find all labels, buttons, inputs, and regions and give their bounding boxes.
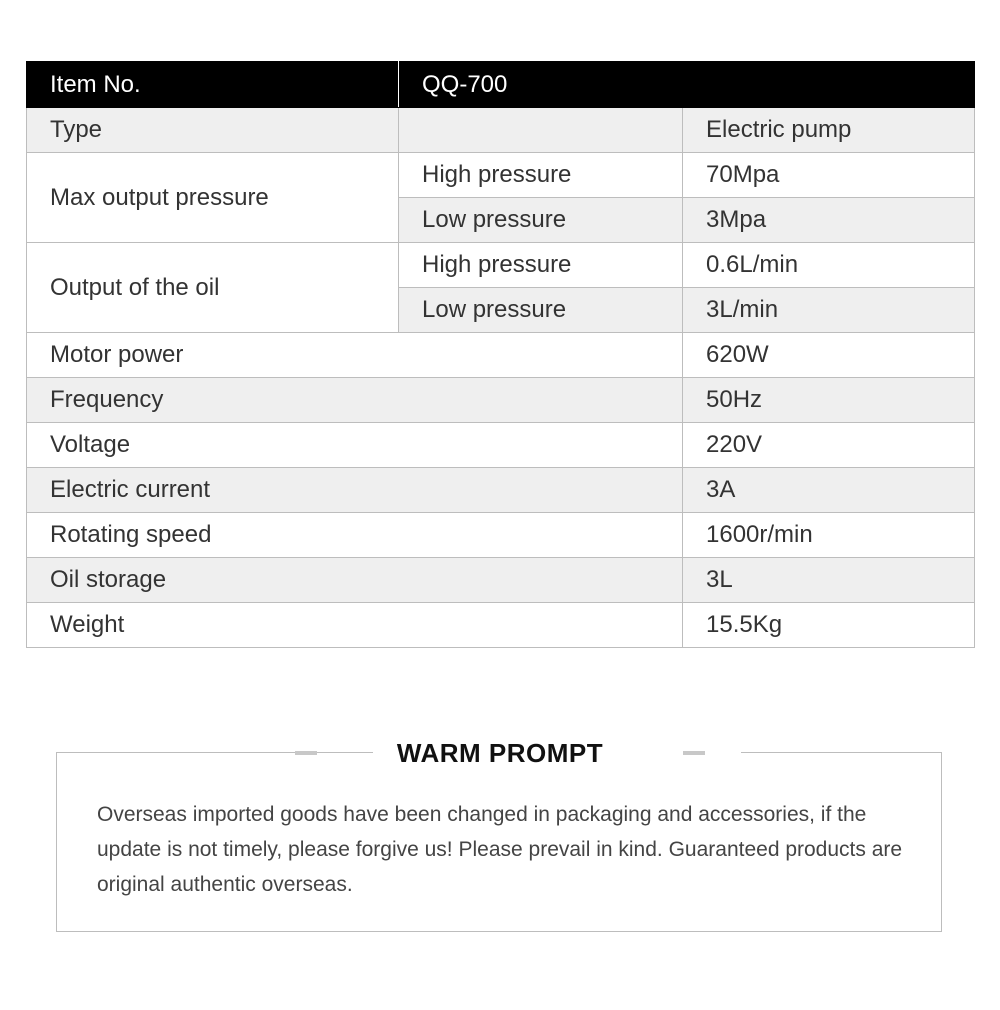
- warm-prompt-text: Overseas imported goods have been changed in packaging and accessories, if the update is not timely, please forgive us! Please prevail in kind. Guaranteed products are original authentic overseas.: [97, 803, 903, 896]
- max-pressure-high-value: 70Mpa: [683, 153, 975, 198]
- max-output-pressure-label: Max output pressure: [27, 153, 399, 243]
- frequency-label: Frequency: [27, 378, 683, 423]
- rotating-speed-value: 1600r/min: [683, 513, 975, 558]
- motor-power-label: Motor power: [27, 333, 683, 378]
- warm-prompt-box: [56, 752, 942, 932]
- table-header-row: [27, 62, 975, 108]
- item-no-label: Item No.: [27, 62, 399, 108]
- table-row: [27, 513, 975, 558]
- table-row: [27, 108, 975, 153]
- motor-power-value: 620W: [683, 333, 975, 378]
- oil-output-high-label: High pressure: [399, 243, 683, 288]
- type-label: Type: [27, 108, 399, 153]
- oil-output-high-value: 0.6L/min: [683, 243, 975, 288]
- output-of-oil-label: Output of the oil: [27, 243, 399, 333]
- table-row: [27, 558, 975, 603]
- electric-current-label: Electric current: [27, 468, 683, 513]
- table-row: [27, 153, 975, 198]
- weight-value: 15.5Kg: [683, 603, 975, 648]
- oil-storage-value: 3L: [683, 558, 975, 603]
- oil-storage-label: Oil storage: [27, 558, 683, 603]
- rotating-speed-label: Rotating speed: [27, 513, 683, 558]
- table-row: [27, 333, 975, 378]
- spec-table: [26, 61, 975, 648]
- max-pressure-high-label: High pressure: [399, 153, 683, 198]
- oil-output-low-value: 3L/min: [683, 288, 975, 333]
- table-row: [27, 468, 975, 513]
- table-row: [27, 423, 975, 468]
- oil-output-low-label: Low pressure: [399, 288, 683, 333]
- warm-prompt-title: WARM PROMPT: [396, 738, 604, 768]
- max-pressure-low-label: Low pressure: [399, 198, 683, 243]
- table-row: [27, 603, 975, 648]
- type-value: Electric pump: [683, 108, 975, 153]
- weight-label: Weight: [27, 603, 683, 648]
- frequency-value: 50Hz: [683, 378, 975, 423]
- voltage-label: Voltage: [27, 423, 683, 468]
- max-pressure-low-value: 3Mpa: [683, 198, 975, 243]
- type-empty-cell: [399, 108, 683, 153]
- electric-current-value: 3A: [683, 468, 975, 513]
- table-row: [27, 243, 975, 288]
- voltage-value: 220V: [683, 423, 975, 468]
- table-row: [27, 378, 975, 423]
- item-no-value: QQ-700: [399, 62, 975, 108]
